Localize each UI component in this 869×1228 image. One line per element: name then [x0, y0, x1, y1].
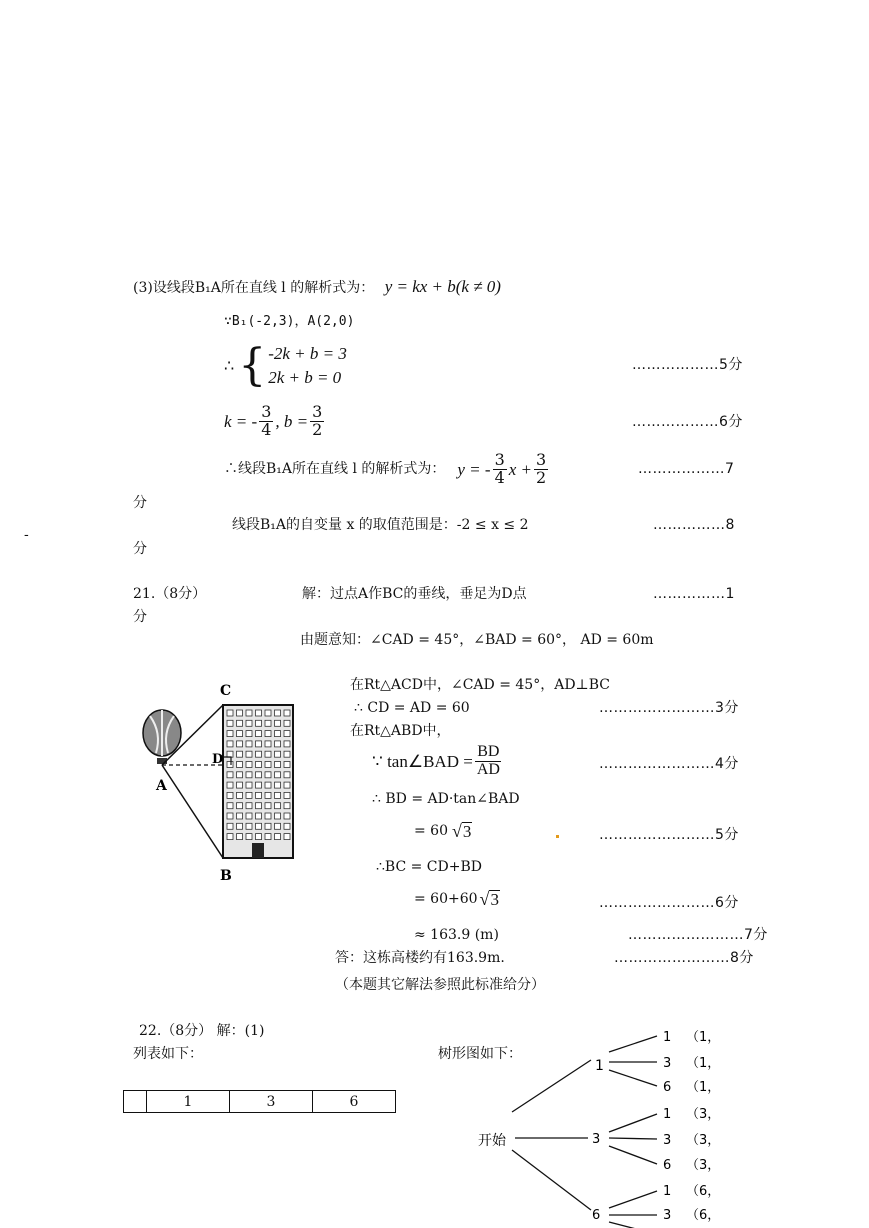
q21-line-9: ≈ 163.9 (m)	[414, 927, 499, 943]
left-brace: {	[238, 340, 267, 391]
building-window	[237, 710, 243, 716]
tan-label: ∵ tan∠BAD =	[372, 751, 473, 771]
branch-root-1	[512, 1060, 591, 1112]
building-window	[237, 792, 243, 798]
building-window	[256, 720, 262, 726]
building-window	[256, 762, 262, 768]
sqrt-radicand-2: 3	[490, 890, 499, 909]
building-window	[275, 834, 281, 840]
building-window	[246, 803, 252, 809]
building-window	[246, 792, 252, 798]
building-window	[237, 772, 243, 778]
q22-table	[123, 1090, 396, 1113]
label-c: C	[220, 683, 232, 699]
line-ab	[162, 765, 223, 858]
tan-numerator: BD	[477, 743, 500, 760]
tree-leaf: 1	[663, 1184, 672, 1199]
branch-6-1	[609, 1191, 657, 1208]
building-window	[275, 741, 281, 747]
score-8-unit: 分	[133, 541, 147, 557]
sqrt-radicand: 3	[462, 822, 472, 841]
building-window	[284, 823, 290, 829]
therefore-symbol: ∴	[224, 356, 235, 375]
k-equation: k = -	[224, 411, 258, 431]
q21-score-5: ……………………5分	[599, 827, 739, 843]
part3-intro-text: (3)设线段B₁A所在直线 l 的解析式为：	[133, 280, 375, 296]
building-window	[256, 823, 262, 829]
building-window	[227, 782, 233, 788]
building-window	[246, 741, 252, 747]
line-eq-fraction-2	[534, 452, 548, 487]
building-window	[275, 772, 281, 778]
building-window	[227, 720, 233, 726]
branch-3-6	[609, 1146, 657, 1164]
building-window	[246, 731, 252, 737]
q21-line-3: 在Rt△ABD中，	[350, 723, 451, 739]
q21-line-2: ∴ CD = AD = 60	[354, 700, 470, 716]
q21-line-7: ∴BC = CD+BD	[376, 859, 482, 875]
building-window	[227, 823, 233, 829]
building-window	[227, 803, 233, 809]
building-window	[265, 731, 271, 737]
building-window	[284, 792, 290, 798]
building-window	[246, 823, 252, 829]
building-window	[284, 731, 290, 737]
q21-score-3: ……………………3分	[599, 700, 739, 716]
building-window	[265, 803, 271, 809]
building-window	[265, 834, 271, 840]
b-numerator: 3	[312, 402, 323, 421]
building-window	[265, 762, 271, 768]
tree-leaf: 3	[663, 1208, 672, 1223]
branch-6-6	[609, 1222, 640, 1228]
tree-node-6: 6	[592, 1208, 601, 1223]
branch-3-1	[609, 1114, 657, 1132]
building-window	[227, 813, 233, 819]
building-window	[227, 762, 233, 768]
building-window	[227, 751, 233, 757]
branch-3-3	[609, 1138, 657, 1139]
part3-k-b	[224, 404, 326, 439]
margin-dash: -	[24, 527, 29, 543]
table-header-3: 3	[230, 1091, 313, 1113]
tree-leaf: 1	[663, 1107, 672, 1122]
tree-result: （1，	[686, 1056, 721, 1071]
tree-result: （3，	[686, 1158, 721, 1173]
line-equation-text: ∴线段B₁A所在直线 l 的解析式为：	[224, 461, 446, 478]
k-numerator: 3	[261, 402, 272, 421]
system-equation-1: -2k + b = 3	[268, 344, 347, 363]
q21-score-1-unit: 分	[133, 609, 147, 625]
part3-system	[224, 342, 347, 390]
part3-given: ∵B₁(-2,3)，A(2,0)	[224, 314, 355, 329]
line-eq-y: y = -	[457, 459, 491, 479]
label-d: D	[212, 752, 224, 767]
tree-result: （3，	[686, 1107, 721, 1122]
building-window	[246, 751, 252, 757]
building-window	[256, 803, 262, 809]
part3-intro	[133, 278, 501, 295]
building-window	[237, 741, 243, 747]
tan-fraction	[475, 744, 502, 779]
building-window	[237, 813, 243, 819]
system-equation-2: 2k + b = 0	[268, 368, 342, 387]
building-window	[265, 751, 271, 757]
building-window	[237, 823, 243, 829]
line-eq-num1: 3	[494, 450, 505, 469]
building-window	[237, 731, 243, 737]
building-window	[237, 782, 243, 788]
building-window	[246, 710, 252, 716]
building-window	[284, 741, 290, 747]
building-door	[252, 843, 264, 858]
tree-root: 开始	[478, 1133, 506, 1149]
label-b: B	[220, 868, 232, 884]
building-window	[256, 772, 262, 778]
building-window	[275, 813, 281, 819]
stray-dot	[556, 835, 559, 838]
building-window	[265, 710, 271, 716]
q21-score-8: ……………………8分	[614, 950, 754, 966]
part3-intro-equation: y = kx + b(k ≠ 0)	[384, 277, 501, 296]
table-header-6: 6	[313, 1091, 396, 1113]
line-eq-mid: x +	[508, 459, 533, 479]
building-window	[284, 834, 290, 840]
building-window	[237, 803, 243, 809]
building-window	[246, 720, 252, 726]
q21-line-5: ∴ BD = AD·tan∠BAD	[372, 791, 520, 807]
part3-line-equation	[224, 452, 550, 487]
score-6: ………………6分	[632, 414, 743, 430]
building-window	[256, 834, 262, 840]
building-window	[284, 813, 290, 819]
building-window	[275, 803, 281, 809]
k-denominator: 4	[261, 419, 272, 439]
building-window	[246, 813, 252, 819]
q21-line-6	[414, 822, 472, 840]
building-window	[237, 751, 243, 757]
building-window	[227, 731, 233, 737]
sqrt-symbol: √	[452, 821, 462, 841]
building-window	[227, 741, 233, 747]
building-window	[265, 772, 271, 778]
branch-1-1	[609, 1036, 657, 1052]
q21-score-7: ……………………7分	[628, 927, 768, 943]
building-window	[256, 751, 262, 757]
tree-node-3: 3	[592, 1132, 601, 1147]
building-window	[275, 762, 281, 768]
building-window	[227, 710, 233, 716]
building-window	[284, 772, 290, 778]
bc-value-prefix: = 60+60	[414, 891, 478, 907]
q21-score-1: ……………1	[653, 586, 735, 602]
tree-result: （6，	[686, 1208, 721, 1223]
building-window	[237, 762, 243, 768]
tree-leaf: 6	[663, 1158, 672, 1173]
building-window	[275, 782, 281, 788]
line-eq-num2: 3	[536, 450, 547, 469]
score-7: ………………7	[638, 461, 735, 477]
building-window	[265, 720, 271, 726]
sqrt-symbol-2: √	[479, 889, 490, 909]
building-window	[246, 834, 252, 840]
building-window	[265, 813, 271, 819]
q21-score-6: ……………………6分	[599, 895, 739, 911]
building-window	[256, 813, 262, 819]
building-window	[284, 751, 290, 757]
table-header-row	[124, 1091, 396, 1113]
q21-note: （本题其它解法参照此标准给分）	[335, 977, 545, 993]
branch-root-6	[512, 1150, 591, 1210]
building-window	[246, 772, 252, 778]
building-window	[256, 741, 262, 747]
score-7-unit: 分	[133, 495, 147, 511]
tree-node-1: 1	[595, 1058, 604, 1074]
building-window	[227, 792, 233, 798]
building-window	[275, 710, 281, 716]
tree-leaf: 1	[663, 1030, 672, 1045]
score-5: ………………5分	[632, 357, 743, 373]
building-window	[256, 710, 262, 716]
label-a: A	[156, 778, 167, 794]
building-window	[246, 782, 252, 788]
tree-leaf: 3	[663, 1133, 672, 1148]
building-window	[284, 710, 290, 716]
building-window	[284, 762, 290, 768]
tree-result: （3，	[686, 1133, 721, 1148]
building-window	[256, 792, 262, 798]
q22-tree-label: 树形图如下：	[438, 1046, 522, 1062]
q21-line-1: 在Rt△ACD中，∠CAD = 45°，AD⊥BC	[350, 677, 610, 693]
building-window	[227, 834, 233, 840]
line-eq-fraction-1	[493, 452, 507, 487]
building-window	[284, 782, 290, 788]
building-window	[265, 792, 271, 798]
tree-leaf: 6	[663, 1080, 672, 1095]
tree-result: （1，	[686, 1080, 721, 1095]
b-fraction	[310, 404, 324, 439]
building-window	[265, 823, 271, 829]
building-window	[246, 762, 252, 768]
table-header-1: 1	[147, 1091, 230, 1113]
tree-result: （1，	[686, 1030, 721, 1045]
part3-range: 线段B₁A的自变量 x 的取值范围是：-2 ≤ x ≤ 2	[232, 517, 529, 533]
q21-given: 由题意知：∠CAD = 45°，∠BAD = 60°， AD = 60m	[300, 632, 654, 648]
q21-answer: 答：这栋高楼约有163.9m.	[335, 950, 505, 966]
building-window	[256, 731, 262, 737]
q21-line-4	[372, 744, 504, 779]
line-eq-den1: 4	[494, 467, 505, 487]
balloon-building-figure	[134, 680, 304, 885]
table-cell-corner	[124, 1091, 147, 1113]
q22-list-label: 列表如下：	[133, 1046, 203, 1062]
building-window	[256, 782, 262, 788]
bd-value-prefix: = 60	[414, 823, 448, 839]
building-window	[275, 731, 281, 737]
building-window	[284, 720, 290, 726]
q21-line-8	[414, 890, 500, 908]
q21-score-4: ……………………4分	[599, 756, 739, 772]
tree-leaf: 3	[663, 1056, 672, 1071]
branch-1-6	[609, 1070, 657, 1086]
q22-header: 22.（8分） 解：(1)	[139, 1023, 265, 1039]
building-window	[265, 782, 271, 788]
building-window	[275, 823, 281, 829]
building-window	[227, 772, 233, 778]
building-window	[284, 803, 290, 809]
tan-denominator: AD	[476, 760, 500, 778]
line-eq-den2: 2	[536, 467, 547, 487]
q21-solution: 解：过点A作BC的垂线，垂足为D点	[302, 586, 527, 602]
building-window	[237, 834, 243, 840]
building-window	[265, 741, 271, 747]
q21-header: 21.（8分）	[133, 586, 207, 602]
building-window	[237, 720, 243, 726]
building-window	[275, 792, 281, 798]
tree-diagram	[470, 1020, 740, 1228]
tree-result: （6，	[686, 1184, 721, 1199]
score-8: ……………8	[653, 517, 735, 533]
k-fraction	[259, 404, 273, 439]
b-equation: , b =	[275, 411, 309, 431]
building-window	[275, 751, 281, 757]
b-denominator: 2	[312, 419, 323, 439]
building-window	[275, 720, 281, 726]
